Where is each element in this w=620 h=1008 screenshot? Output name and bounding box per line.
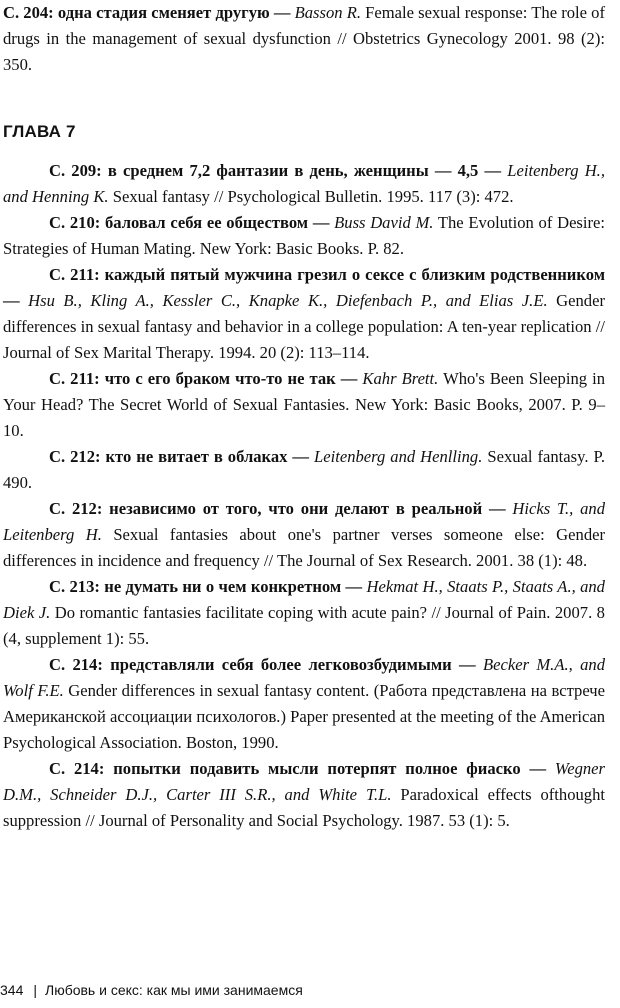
reference-page: С. 214: попытки подавить мысли потерпят полное фиаско — <box>49 759 547 778</box>
reference-author: Becker M.A., and Wolf F.E. <box>3 655 605 700</box>
reference-author: Kahr Brett. <box>362 369 439 388</box>
reference-source: Gender differences in sexual fantasy and behavior in a college population: A ten-year replication // Journal of Sex Marital Therapy. 1994. 20 (2): 113–114. <box>3 291 605 362</box>
page-footer <box>0 982 620 998</box>
reference-source: Who's Been Sleeping in Your Head? The Secret World of Sexual Fantasies. New York: Basic Books, 2007. P. 9–10. <box>3 369 606 440</box>
running-title: Любовь и секс: как мы ими занимаемся <box>45 982 303 998</box>
reference-entry <box>3 262 605 366</box>
reference-entry <box>3 158 605 210</box>
reference-entry <box>3 444 605 496</box>
reference-author: Hekmat H., Staats P., Staats A., and Diek J. <box>3 577 605 622</box>
reference-entry <box>3 574 605 652</box>
reference-page: С. 204: одна стадия сменяет другую — <box>3 3 291 22</box>
reference-page: С. 211: каждый пятый мужчина грезил о сексе с близким родственником — <box>3 265 605 310</box>
reference-page: С. 210: баловал себя ее обществом — <box>49 213 330 232</box>
reference-source: The Evolution of Desire: Strategies of Human Mating. New York: Basic Books. P. 82. <box>3 213 606 258</box>
page-content <box>3 0 605 834</box>
reference-author: Buss David M. <box>334 213 434 232</box>
footer-separator: | <box>33 982 37 998</box>
reference-author: Wegner D.M., Schneider D.J., Carter III S.R., and White T.L. <box>3 759 606 804</box>
reference-source: Sexual fantasy // Psychological Bulletin. 1995. 117 (3): 472. <box>112 187 514 206</box>
reference-list <box>3 158 605 834</box>
reference-source: Sexual fantasies about one's partner verses someone else: Gender differences in incidence and frequency // The Journal of Sex Research. 2001. 38 (1): 48. <box>3 525 606 570</box>
reference-author: Hicks T., and Leitenberg H. <box>3 499 606 544</box>
reference-entry <box>3 210 605 262</box>
reference-page: С. 212: независимо от того, что они делают в реальной — <box>49 499 506 518</box>
reference-entry <box>3 652 605 756</box>
reference-page: С. 214: представляли себя более легковозбудимыми — <box>49 655 476 674</box>
reference-source: Female sexual response: The role of drugs in the management of sexual dysfunction // Obstetrics Gynecology 2001. 98 (2): 350. <box>3 3 605 74</box>
reference-entry <box>3 0 605 78</box>
reference-entry <box>3 496 605 574</box>
reference-source: Gender differences in sexual fantasy content. (Работа представлена на встрече Американской ассоциации психологов.) Paper presented at the meeting of the American Psychological Association. Boston, 1990. <box>3 681 605 752</box>
reference-source: Sexual fantasy. P. 490. <box>3 447 605 492</box>
reference-author: Leitenberg H., and Henning K. <box>3 161 605 206</box>
reference-author: Basson R. <box>294 3 361 22</box>
page-number: 344 <box>0 982 24 998</box>
reference-source: Do romantic fantasies facilitate coping with acute pain? // Journal of Pain. 2007. 8 (4, supplement 1): 55. <box>3 603 605 648</box>
reference-page: С. 211: что с его браком что-то не так — <box>49 369 358 388</box>
reference-page: С. 209: в среднем 7,2 фантазии в день, женщины — 4,5 — <box>49 161 502 180</box>
reference-entry <box>3 756 605 834</box>
reference-author: Hsu B., Kling A., Kessler C., Knapke K., Diefenbach P., and Elias J.E. <box>28 291 548 310</box>
reference-page: С. 212: кто не витает в облаках — <box>49 447 310 466</box>
reference-source: Paradoxical effects ofthought suppression // Journal of Personality and Social Psychology. 1987. 53 (1): 5. <box>3 785 605 830</box>
reference-page: С. 213: не думать ни о чем конкретном — <box>49 577 363 596</box>
reference-author: Leitenberg and Henlling. <box>314 447 483 466</box>
chapter-heading: ГЛАВА 7 <box>3 122 76 141</box>
reference-entry <box>3 366 605 444</box>
